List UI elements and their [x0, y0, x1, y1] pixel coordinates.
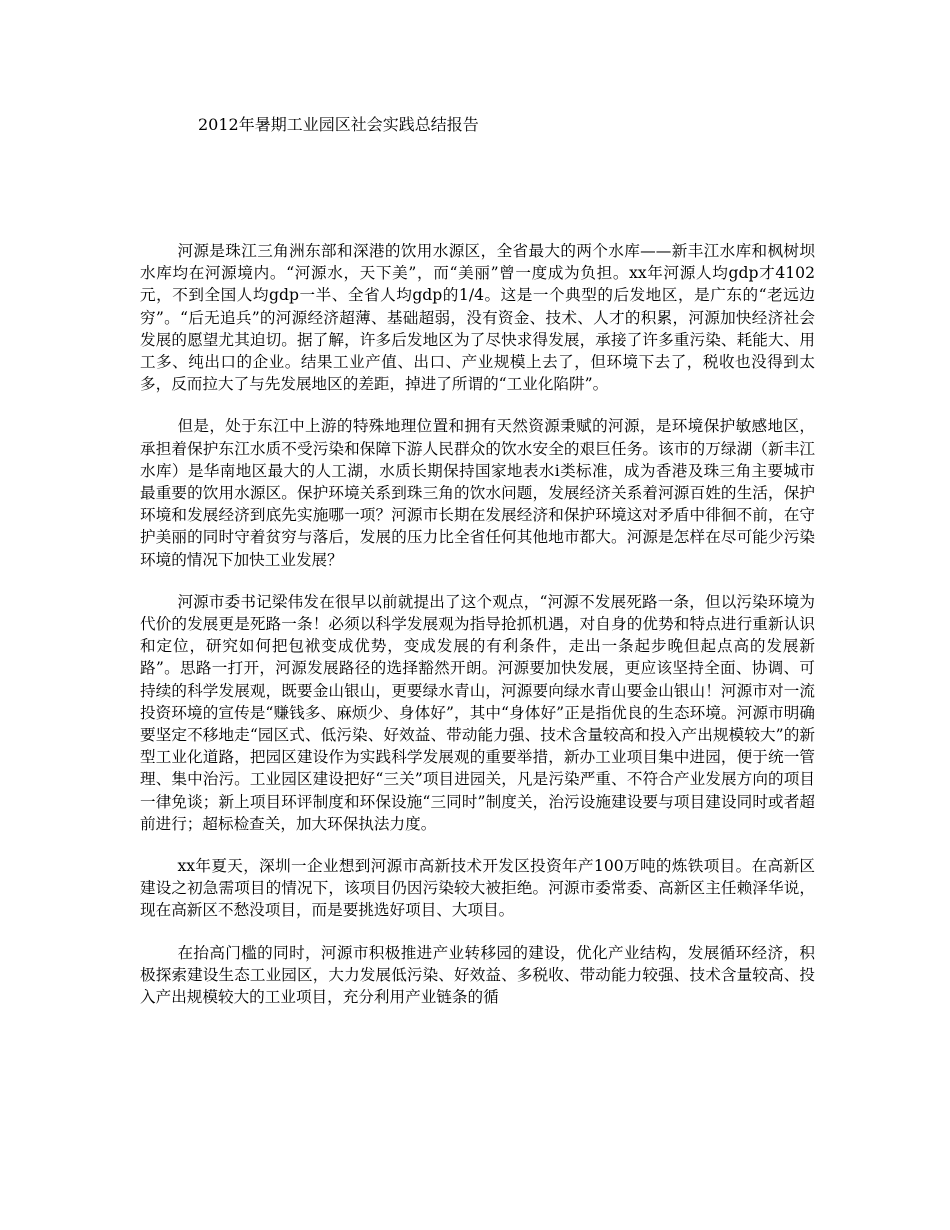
paragraph-5: 在抬高门槛的同时，河源市积极推进产业转移园的建设，优化产业结构，发展循环经济，积极探索建设生态工业园区，大力发展低污染、好效益、多税收、带动能力较强、技术含量较高、投入产出规模较大的工业项目，充分利用产业链条的循	[140, 943, 815, 1007]
paragraph-4: xx年夏天，深圳一企业想到河源市高新技术开发区投资年产100万吨的炼铁项目。在高新区建设之初急需项目的情况下，该项目仍因污染较大被拒绝。河源市委常委、高新区主任赖泽华说，现在高新区不愁没项目，而是要挑选好项目、大项目。	[140, 857, 815, 920]
paragraph-3: 河源市委书记梁伟发在很早以前就提出了这个观点，“河源不发展死路一条，但以污染环境为代价的发展更是死路一条！必须以科学发展观为指导抢抓机遇，对自身的优势和特点进行重新认识和定位，研究如何把包袱变成优势，变成发展的有利条件，走出一条起步晚但起点高的发展新路”。思路一打开，河源发展路径的选择豁然开朗。河源要加快发展，更应该坚持全面、协调、可持续的科学发展观，既要金山银山，更要绿水青山，河源要向绿水青山要金山银山！河源市对一流投资环境的宣传是“赚钱多、麻烦少、身体好”，其中“身体好”正是指优良的生态环境。河源市明确要坚定不移地走“园区式、低污染、好效益、带动能力强、技术含量较高和投入产出规模较大”的新型工业化道路，把园区建设作为实践科学发展观的重要举措，新办工业项目集中进园，便于统一管理、集中治污。工业园区建设把好“三关”项目进园关，凡是污染严重、不符合产业发展方向的项目一律免谈；新上项目环评制度和环保设施“三同时”制度关，治污设施建设要与项目建设同时或者超前进行；超标检查关，加大环保执法力度。	[140, 592, 815, 833]
document-body	[140, 240, 815, 1028]
document-title: 2012年暑期工业园区社会实践总结报告	[198, 115, 479, 134]
paragraph-1: 河源是珠江三角洲东部和深港的饮用水源区，全省最大的两个水库——新丰江水库和枫树坝水库均在河源境内。“河源水，天下美”，而“美丽”曾一度成为负担。xx年河源人均gdp才4102元，不到全国人均gdp一半、全省人均gdp的1/4。这是一个典型的后发地区，是广东的“老远边穷”。“后无追兵”的河源经济超薄、基础超弱，没有资金、技术、人才的积累，河源加快经济社会发展的愿望尤其迫切。据了解，许多后发地区为了尽快求得发展，承接了许多重污染、耗能大、用工多、纯出口的企业。结果工业产值、出口、产业规模上去了，但环境下去了，税收也没得到太多，反而拉大了与先发展地区的差距，掉进了所谓的“工业化陷阱”。	[140, 242, 815, 394]
paragraph-2: 但是，处于东江中上游的特殊地理位置和拥有天然资源秉赋的河源，是环境保护敏感地区，承担着保护东江水质不受污染和保障下游人民群众的饮水安全的艰巨任务。该市的万绿湖（新丰江水库）是华南地区最大的人工湖，水质长期保持国家地表水i类标准，成为香港及珠三角主要城市最重要的饮用水源区。保护环境关系到珠三角的饮水问题，发展经济关系着河源百姓的生活，保护环境和发展经济到底先实施哪一项？河源市长期在发展经济和保护环境这对矛盾中徘徊不前，在守护美丽的同时守着贫穷与落后，发展的压力比全省任何其他地市都大。河源是怎样在尽可能少污染环境的情况下加快工业发展？	[140, 417, 815, 569]
